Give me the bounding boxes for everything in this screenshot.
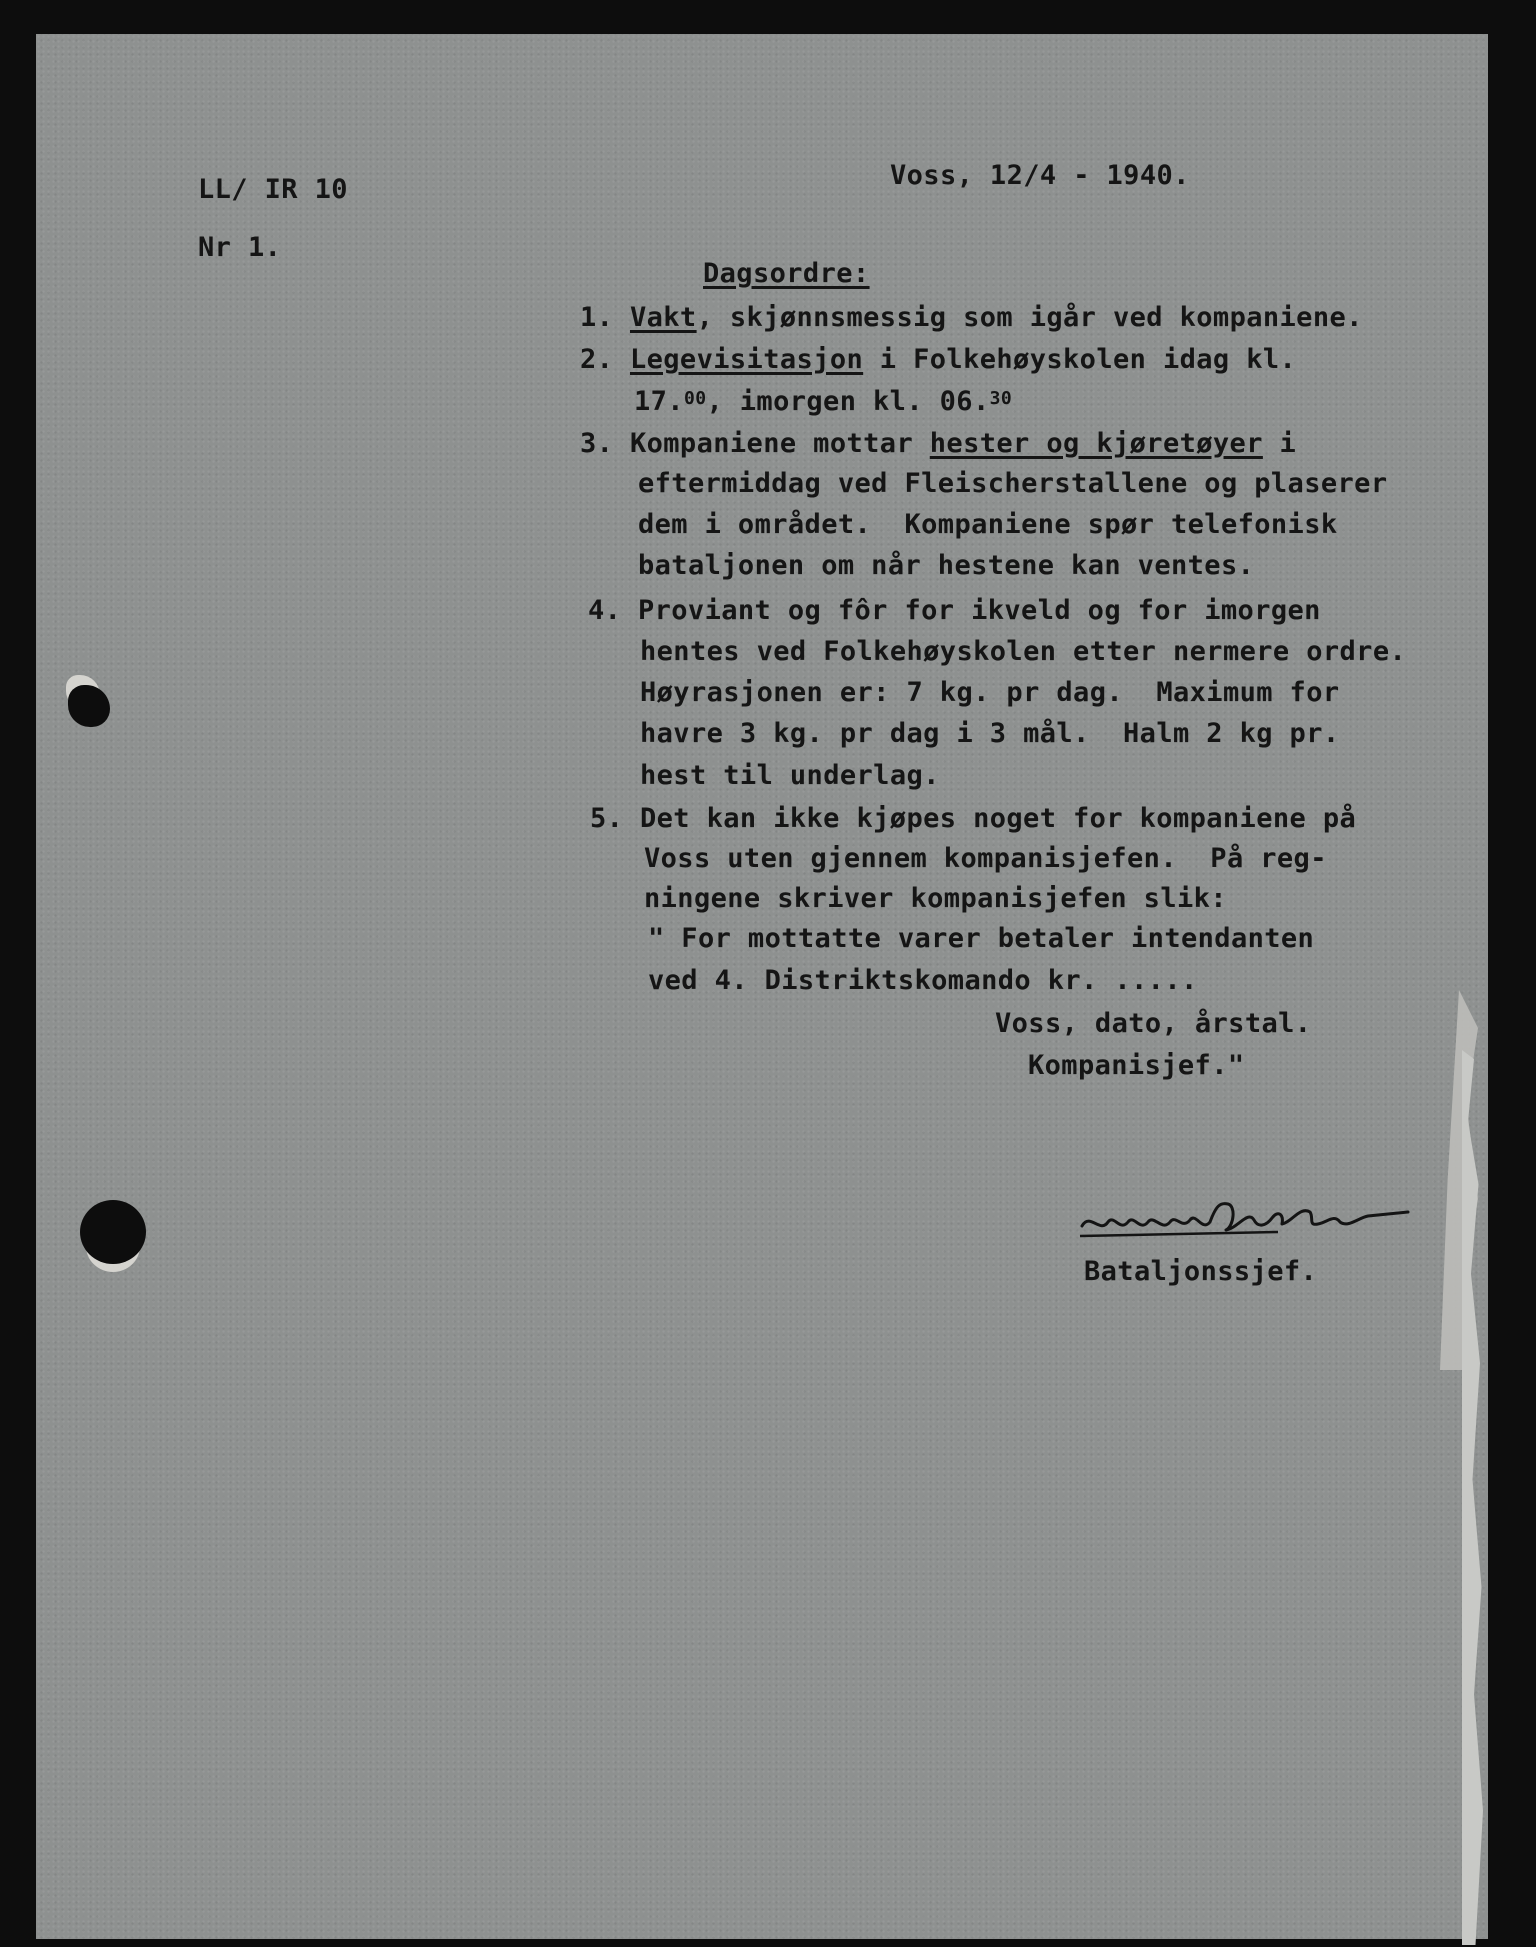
item-number: 3. (580, 428, 614, 459)
item-3: 3. Kompaniene mottar hester og kjøretøyer i (580, 428, 1297, 459)
item-3-line: bataljonen om når hestene kan ventes. (638, 550, 1255, 581)
reference-code: LL/ IR 10 (198, 174, 348, 205)
item-2-line-2: 17.00, imorgen kl. 06.30 (634, 386, 1013, 417)
item-5-line: Kompanisjef." (1028, 1050, 1245, 1081)
item-4: 4. Proviant og fôr for ikveld og for imorgen (588, 595, 1321, 626)
item-5-line: Voss uten gjennem kompanisjefen. På reg- (644, 843, 1327, 874)
item-4-line: havre 3 kg. pr dag i 3 mål. Halm 2 kg pr. (640, 718, 1340, 749)
item-5-line: " For mottatte varer betaler intendanten (648, 923, 1315, 954)
item-5-line: ningene skriver kompanisjefen slik: (644, 883, 1227, 914)
order-number: Nr 1. (198, 232, 282, 263)
item-5: 5. Det kan ikke kjøpes noget for kompaniene på (590, 803, 1357, 834)
item-number: 2. (580, 344, 614, 375)
item-number: 5. (590, 803, 624, 834)
item-3-line: eftermiddag ved Fleischerstallene og plaserer (638, 468, 1388, 499)
item-keyword: Vakt (629, 302, 697, 333)
item-3-line: dem i området. Kompaniene spør telefonisk (638, 509, 1338, 540)
item-1 (580, 302, 1363, 333)
item-4-line: hentes ved Folkehøyskolen etter nermere ordre. (640, 636, 1407, 667)
item-text: , skjønnsmessig som igår ved kompaniene. (696, 302, 1363, 333)
item-5-line: Voss, dato, årstal. (995, 1008, 1312, 1039)
item-number: 1. (580, 302, 614, 333)
place-date: Voss, 12/4 - 1940. (890, 160, 1190, 191)
item-text: i Folkehøyskolen idag kl. (863, 344, 1297, 375)
item-keyword: Legevisitasjon (629, 344, 864, 375)
item-4-line: Høyrasjonen er: 7 kg. pr dag. Maximum for (640, 677, 1340, 708)
item-5-line: ved 4. Distriktskomando kr. ..... (648, 965, 1198, 996)
item-4-line: hest til underlag. (640, 760, 940, 791)
item-number: 4. (588, 595, 622, 626)
item-2 (580, 344, 1296, 375)
signature-role: Bataljonssjef. (1084, 1256, 1318, 1287)
punch-hole-bottom (80, 1200, 146, 1264)
handwritten-signature (1078, 1192, 1418, 1252)
document-title: Dagsordre: (703, 258, 870, 289)
item-keyword: hester og kjøretøyer (929, 428, 1263, 459)
